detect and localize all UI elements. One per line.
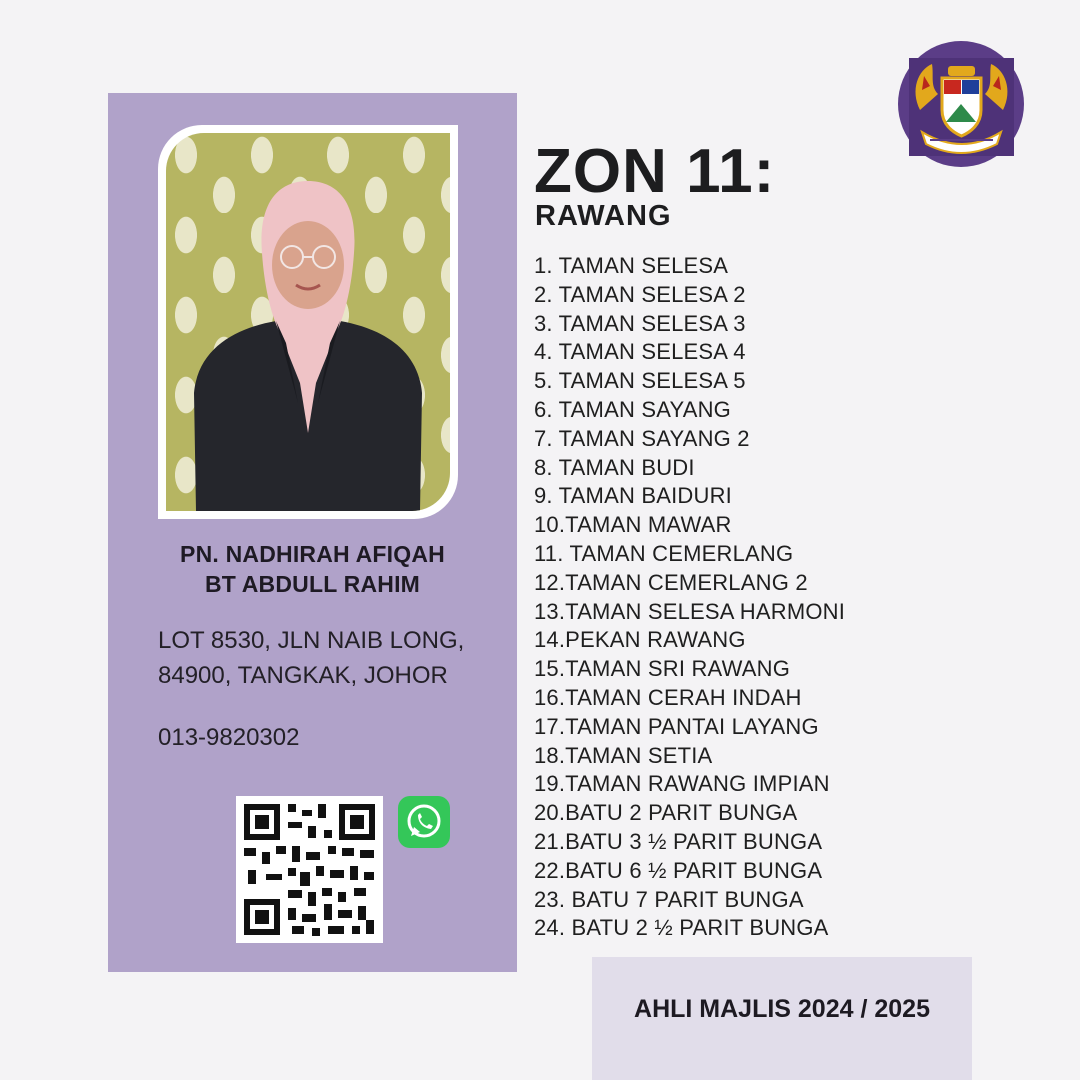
area-list-item: 15.TAMAN SRI RAWANG [534, 656, 791, 682]
address [158, 623, 464, 693]
area-list-item: 17.TAMAN PANTAI LAYANG [534, 713, 819, 739]
area-list-item: 19.TAMAN RAWANG IMPIAN [534, 771, 830, 797]
address-line-2: 84900, TANGKAK, JOHOR [158, 662, 448, 689]
qr-code-icon[interactable] [236, 796, 383, 943]
area-list-item: 5. TAMAN SELESA 5 [534, 368, 746, 394]
area-list-item: 13.TAMAN SELESA HARMONI [534, 598, 846, 624]
councillor-photo [166, 133, 450, 511]
area-list-item: 10.TAMAN MAWAR [534, 512, 732, 538]
area-list-item: 20.BATU 2 PARIT BUNGA [534, 800, 798, 826]
area-list-item: 24. BATU 2 ½ PARIT BUNGA [534, 915, 829, 941]
profile-panel [108, 93, 517, 972]
phone-number[interactable]: 013-9820302 [158, 724, 300, 751]
area-list-item: 22.BATU 6 ½ PARIT BUNGA [534, 857, 823, 883]
area-list [534, 252, 845, 943]
area-list-item: 1. TAMAN SELESA [534, 253, 729, 278]
area-list-item: 16.TAMAN CERAH INDAH [534, 684, 802, 710]
area-list-item: 9. TAMAN BAIDURI [534, 483, 732, 509]
area-list-item: 6. TAMAN SAYANG [534, 396, 731, 422]
name-line-1: PN. NADHIRAH AFIQAH [180, 541, 445, 567]
area-list-item: 3. TAMAN SELESA 3 [534, 310, 746, 336]
area-list-item: 4. TAMAN SELESA 4 [534, 339, 746, 365]
zone-title: ZON 11: [534, 137, 776, 206]
area-list-item: 7. TAMAN SAYANG 2 [534, 425, 750, 451]
council-crest-icon [896, 40, 1027, 168]
footer-banner [592, 957, 972, 1080]
area-list-item: 18.TAMAN SETIA [534, 742, 713, 768]
area-list-item: 2. TAMAN SELESA 2 [534, 281, 746, 307]
whatsapp-icon[interactable] [398, 796, 450, 848]
name-line-2: BT ABDULL RAHIM [204, 571, 421, 597]
councillor-name [108, 539, 517, 599]
address-line-1: LOT 8530, JLN NAIB LONG, [158, 627, 465, 654]
photo-frame [158, 125, 458, 519]
area-list-item: 11. TAMAN CEMERLANG [534, 540, 794, 566]
area-list-item: 21.BATU 3 ½ PARIT BUNGA [534, 828, 823, 854]
area-list-item: 23. BATU 7 PARIT BUNGA [534, 886, 804, 912]
footer-label: AHLI MAJLIS 2024 / 2025 [634, 995, 930, 1023]
area-list-item: 8. TAMAN BUDI [534, 454, 695, 480]
zone-subtitle: RAWANG [535, 200, 672, 232]
area-list-item: 14.PEKAN RAWANG [534, 627, 746, 653]
area-list-item: 12.TAMAN CEMERLANG 2 [534, 569, 808, 595]
